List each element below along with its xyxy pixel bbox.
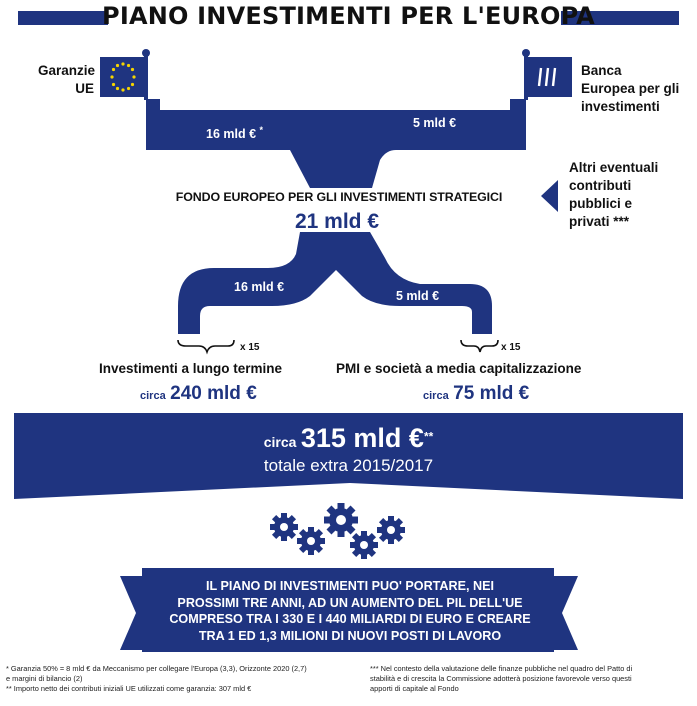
footnotes-right xyxy=(370,664,694,694)
page-title: PIANO INVESTIMENTI PER L'EUROPA xyxy=(102,2,595,30)
conclusion-line: PROSSIMI TRE ANNI, AD UN AUMENTO DEL PIL DELL'UE xyxy=(177,595,523,610)
fund-amount: 21 mld € xyxy=(294,210,380,233)
outcome-long-term-title: Investimenti a lungo termine xyxy=(99,361,283,376)
footnote-line: *** Nel contesto della valutazione delle finanze pubbliche nel quadro del Patto di xyxy=(370,664,633,673)
footnote-line: * Garanzia 50% = 8 mld € da Meccanismo per collegare l'Europa (3,3), Orizzonte 2020 (2,7) xyxy=(6,664,307,673)
fund-name: FONDO EUROPEO PER GLI INVESTIMENTI STRATEGICI xyxy=(175,190,503,204)
eu-guarantee-footnote-mark: * xyxy=(259,125,264,135)
source-label-eib-line: investimenti xyxy=(581,99,660,114)
other-contributions-line: contributi xyxy=(569,178,632,193)
other-contributions xyxy=(569,159,694,231)
contributions-arrow xyxy=(541,180,558,212)
footnote-line: stabilità e di crescita la Commissione adotterà posizione favorevole verso questi xyxy=(370,674,632,683)
footnote-line: e margini di bilancio (2) xyxy=(6,674,83,683)
eu-guarantee-amount xyxy=(206,125,263,141)
bottom-pipe xyxy=(178,232,492,334)
footnote-line: apporti di capitale al Fondo xyxy=(370,684,459,693)
source-label-eib-line: Europea per gli xyxy=(581,81,680,96)
source-label-eu-line: UE xyxy=(75,81,94,96)
eib-amount: 5 mld € xyxy=(413,116,457,130)
source-label-eu xyxy=(38,62,94,98)
other-contributions-line: pubblici e xyxy=(569,196,633,211)
outcome-long-term-prefix: circa xyxy=(140,390,166,402)
long-term-split-amount: 16 mld € xyxy=(234,280,285,294)
footnotes-left xyxy=(6,664,346,694)
total-footnote-mark: ** xyxy=(423,429,434,444)
total-label: totale extra 2015/2017 xyxy=(263,456,434,475)
other-contributions-line: Altri eventuali xyxy=(569,160,659,175)
total-value: 315 mld € xyxy=(300,423,424,453)
source-label-eib xyxy=(581,62,696,116)
conclusion-line: IL PIANO DI INVESTIMENTI PUO' PORTARE, NEI xyxy=(205,579,494,593)
outcome-sme-prefix: circa xyxy=(423,390,449,402)
outcome-long-term-value: 240 mld € xyxy=(170,383,257,404)
outcome-sme-title: PMI e società a media capitalizzazione xyxy=(336,361,582,376)
eib-flag-icon xyxy=(522,49,572,100)
eu-flag-icon xyxy=(100,49,150,100)
conclusion-line: COMPRESO TRA I 330 E I 440 MILIARDI DI EURO E CREARE xyxy=(169,612,531,626)
outcome-sme-amount xyxy=(423,383,529,405)
outcome-long-term-amount xyxy=(140,383,257,405)
other-contributions-line: privati *** xyxy=(569,214,630,229)
top-pipe xyxy=(146,99,526,188)
sme-split-amount: 5 mld € xyxy=(396,289,440,303)
brace-icon xyxy=(178,340,498,352)
source-label-eu-line: Garanzie xyxy=(38,63,96,78)
footnote-line: ** Importo netto dei contributi iniziali UE utilizzati come garanzia: 307 mld € xyxy=(6,684,252,693)
source-label-eib-line: Banca xyxy=(581,63,622,78)
gears-icon xyxy=(270,503,405,559)
total-prefix: circa xyxy=(263,434,297,450)
eu-guarantee-value: 16 mld € xyxy=(206,127,257,142)
conclusion-line: TRA 1 ED 1,3 MILIONI DI NUOVI POSTI DI LAVORO xyxy=(198,628,502,643)
conclusion-text xyxy=(150,578,550,644)
outcome-sme-value: 75 mld € xyxy=(453,383,530,404)
total-amount xyxy=(0,423,697,454)
multiplier-right: x 15 xyxy=(501,342,521,353)
multiplier-left: x 15 xyxy=(240,342,260,353)
